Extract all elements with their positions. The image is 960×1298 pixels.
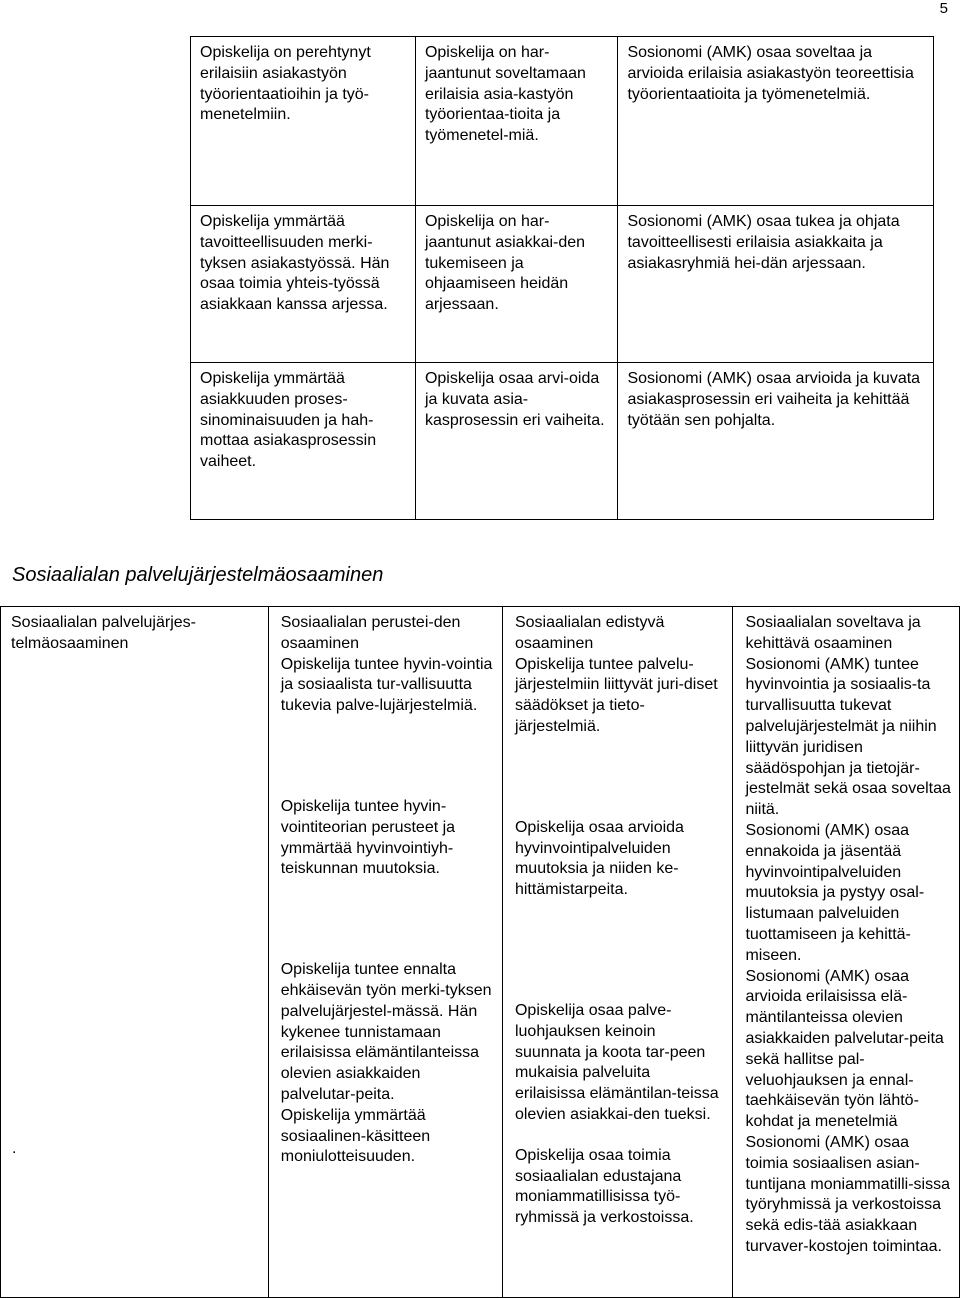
table-cell-basic-level <box>268 607 502 1298</box>
column-header: Sosiaalialan soveltava ja kehittävä osaaminen <box>745 614 921 652</box>
column-header: Sosiaalialan perustei-den osaaminen <box>280 614 461 652</box>
competence-table-main <box>0 606 960 1298</box>
stray-dot: . <box>12 1140 17 1157</box>
table-cell: Opiskelija on har-jaantunut soveltamaan erilaisia asia-kastyön työorientaa-tioita ja työmenetel-miä. <box>415 37 618 206</box>
table-cell: Opiskelija on har-jaantunut asiakkai-den tukemiseen ja ohjaamiseen heidän arjessaan. <box>415 206 618 363</box>
column-header: Sosiaalialan palvelujärjes-telmäosaaminen <box>11 614 196 652</box>
table-cell: Sosionomi (AMK) osaa soveltaa ja arvioida erilaisia asiakastyön teoreettisia työorientaatioita ja työmenetelmiä. <box>618 37 934 206</box>
list-item: Opiskelija ymmärtää sosiaalinen-käsitteen moniulotteisuuden. <box>280 1106 431 1166</box>
table-cell: Opiskelija osaa arvi-oida ja kuvata asia-kasprosessin eri vaiheita. <box>415 363 618 520</box>
section-heading: Sosiaalialan palvelujärjestelmäosaaminen <box>12 564 384 586</box>
list-item: Opiskelija osaa arvioida hyvinvointipalveluiden muutoksia ja niiden ke-hittämistarpeita. <box>514 818 684 899</box>
table-cell: Opiskelija ymmärtää tavoitteellisuuden merki-tyksen asiakastyössä. Hän osaa toimia yhteis-työssä asiakkaan kanssa arjessa. <box>191 206 416 363</box>
table-row <box>1 607 960 1298</box>
list-item: Sosionomi (AMK) osaa arvioida erilaisissa elä-mäntilanteissa olevien asiakkaiden palvelutar-peita sekä hallitse pal-veluohjauksen ja ennal-taehkäisevän työn lähtö-kohdat ja menetelmiä <box>745 967 944 1131</box>
table-cell: Opiskelija on perehtynyt erilaisiin asiakastyön työorientaatioihin ja työ-menetelmiin. <box>191 37 416 206</box>
list-item: Sosionomi (AMK) osaa ennakoida ja jäsentää hyvinvointipalveluiden muutoksia ja pystyy osal-listumaan palveluiden tuottamiseen ja kehittä-miseen. <box>745 821 925 964</box>
list-item: Sosionomi (AMK) osaa toimia sosiaalisen asian-tuntijana moniammatilli-sissa työryhmissä ja verkostoissa sekä edis-tää asiakkaan turvaver-kostojen toimintaa. <box>745 1133 950 1255</box>
table-cell: Opiskelija ymmärtää asiakkuuden proses-sinominaisuuden ja hah-mottaa asiakasprosessin vaiheet. <box>191 363 416 520</box>
list-item: Opiskelija tuntee palvelu-järjestelmiin liittyvät juri-diset säädökset ja tieto-järjestelmiä. <box>514 655 718 735</box>
list-item: Opiskelija tuntee hyvin-vointia ja sosiaalista tur-vallisuutta tukevia palve-lujärjestelmiä. <box>280 655 493 715</box>
table-cell-competence-area <box>1 607 269 1298</box>
table-row <box>191 206 934 363</box>
table-cell-applied-level <box>733 607 960 1298</box>
list-item: Opiskelija tuntee ennalta ehkäisevän työn merki-tyksen palvelujärjestel-mässä. Hän kykenee tunnistamaan erilaisissa elämäntilanteissa olevien asiakkaiden palvelutar-peita. <box>280 961 492 1103</box>
table-cell: Sosionomi (AMK) osaa tukea ja ohjata tavoitteellisesti erilaisia asiakkaita ja asiakasryhmiä hei-dän arjessaan. <box>618 206 934 363</box>
list-item: Sosionomi (AMK) tuntee hyvinvointia ja sosiaalis-ta turvallisuutta tukevat palvelujärjestelmät ja niihin liittyvän juridisen säädöspohjan ja tietojär-jestelmät sekä osaa soveltaa niitä. <box>745 655 951 819</box>
table-row <box>191 363 934 520</box>
competence-table-top <box>190 36 934 520</box>
list-item: Opiskelija tuntee hyvin-vointiteorian perusteet ja ymmärtää hyvinvointiyh-teiskunnan muutoksia. <box>280 797 456 878</box>
table-row <box>191 37 934 206</box>
table-cell-advancing-level <box>502 607 732 1298</box>
list-item: Opiskelija osaa toimia sosiaalialan edustajana moniammatillisissa työ-ryhmissä ja verkostoissa. <box>514 1146 694 1227</box>
list-item: Opiskelija osaa palve-luohjauksen keinoin suunnata ja koota tar-peen mukaisia palveluita erilaisissa elämäntilan-teissa olevien asiakkai-den tueksi. <box>514 1001 719 1123</box>
table-cell: Sosionomi (AMK) osaa arvioida ja kuvata asiakasprosessin eri vaiheita ja kehittää työtään sen pohjalta. <box>618 363 934 520</box>
column-header: Sosiaalialan edistyvä osaaminen <box>514 614 665 652</box>
page-number: 5 <box>939 0 948 17</box>
